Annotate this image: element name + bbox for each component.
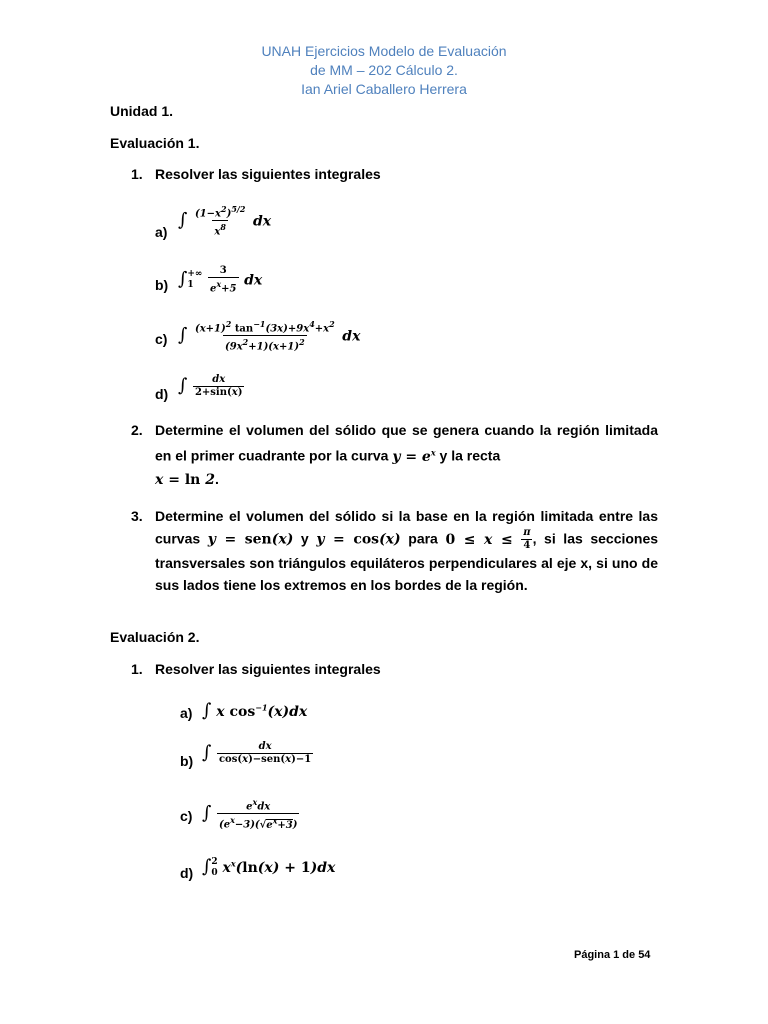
eval1-q3-text-b: , si las secciones transversales son triángulos equiláteros perpendiculares al eje x, si uno de sus lados tiene los extremos en los bordes de la región. [155, 530, 659, 593]
eval1-label-c: c) [155, 331, 168, 347]
document-header [0, 42, 768, 99]
header-line-3: Ian Ariel Caballero Herrera [301, 81, 467, 97]
eval1-label-a: a) [155, 224, 168, 240]
eval1-integral-a: ∫ $\frac{(1-x^2)^{5/2}}{x^8}$ dx [178, 204, 272, 238]
eval1-label-d: d) [155, 386, 169, 402]
eval1-integral-c: ∫ $\frac{(x+1)^2 \tan^{-1}(3x)+9x^4+x^2}{(9x^2+1)(x+1)^2}$ dx [178, 319, 361, 353]
header-line-1: UNAH Ejercicios Modelo de Evaluación [261, 43, 507, 59]
eval1-q3-para: para [408, 530, 438, 547]
eval2-label-d: d) [180, 865, 194, 881]
eval2-q1-number: 1. [131, 661, 143, 677]
eval2-integral-a: ∫ x $\cos^{-1}(x)dx$ [202, 700, 308, 721]
eval1-q3-text-a: Determine el volumen del sólido si la base en la región limitada entre las curvas [155, 508, 658, 547]
eval2-integral-c: ∫ $\frac{e^xdx}{(e^x-3)(√e^x+3)}$ [202, 797, 298, 831]
eval2-integral-d: ∫ 2 0 $x^x(\ln(x) + 1)dx$ [202, 856, 336, 878]
eval1-label-b: b) [155, 277, 169, 293]
eval1-q3-text: Determine el volumen del sólido si la base en la región limitada entre las curvas y = sen(x) y y = cos(x) para 0 ≤ x ≤ $\frac{\pi}{4}$ , si las secciones transversales son triángulos equiláteros perpendiculares al eje x, si uno de sus lados tiene los extremos en los bordes de la región. [155, 508, 659, 593]
unit-title: Unidad 1. [110, 103, 174, 119]
eval1-integral-d: ∫ $\frac{dx}{2+\sin(x)}$ [178, 374, 243, 398]
page-number: Página 1 de 54 [574, 949, 651, 961]
header-line-2: de MM – 202 Cálculo 2. [310, 62, 458, 78]
eval1-q2-text-a: Determine el volumen del sólido que se genera cuando la región limitada en el primer cuadrante por la curva [155, 422, 658, 464]
evaluation-2-title: Evaluación 2. [110, 629, 200, 645]
eval1-q2-text-b: y la recta [439, 447, 501, 464]
eval2-label-c: c) [180, 808, 193, 824]
eval1-q1-number: 1. [131, 166, 143, 182]
eval1-integral-b: ∫ +∞ 1 $\frac{3}{e^x+5}$ dx [178, 265, 263, 295]
eval1-q3-number: 3. [131, 508, 143, 524]
eval1-q2-text: Determine el volumen del sólido que se genera cuando la región limitada en el primer cuadrante por la curva $y = e^x$ y la recta x = ln 2. [155, 422, 658, 488]
eval1-q2-number: 2. [131, 422, 143, 438]
eval2-q1-text: Resolver las siguientes integrales [155, 661, 381, 677]
eval1-q1-text: Resolver las siguientes integrales [155, 166, 381, 182]
eval1-q3-y: y [300, 530, 309, 547]
evaluation-1-title: Evaluación 1. [110, 135, 200, 151]
eval2-label-b: b) [180, 753, 194, 769]
eval2-label-a: a) [180, 705, 193, 721]
eval2-integral-b: ∫ $\frac{dx}{\text{cos(x)−sen(x)−1}}$ [202, 741, 312, 765]
